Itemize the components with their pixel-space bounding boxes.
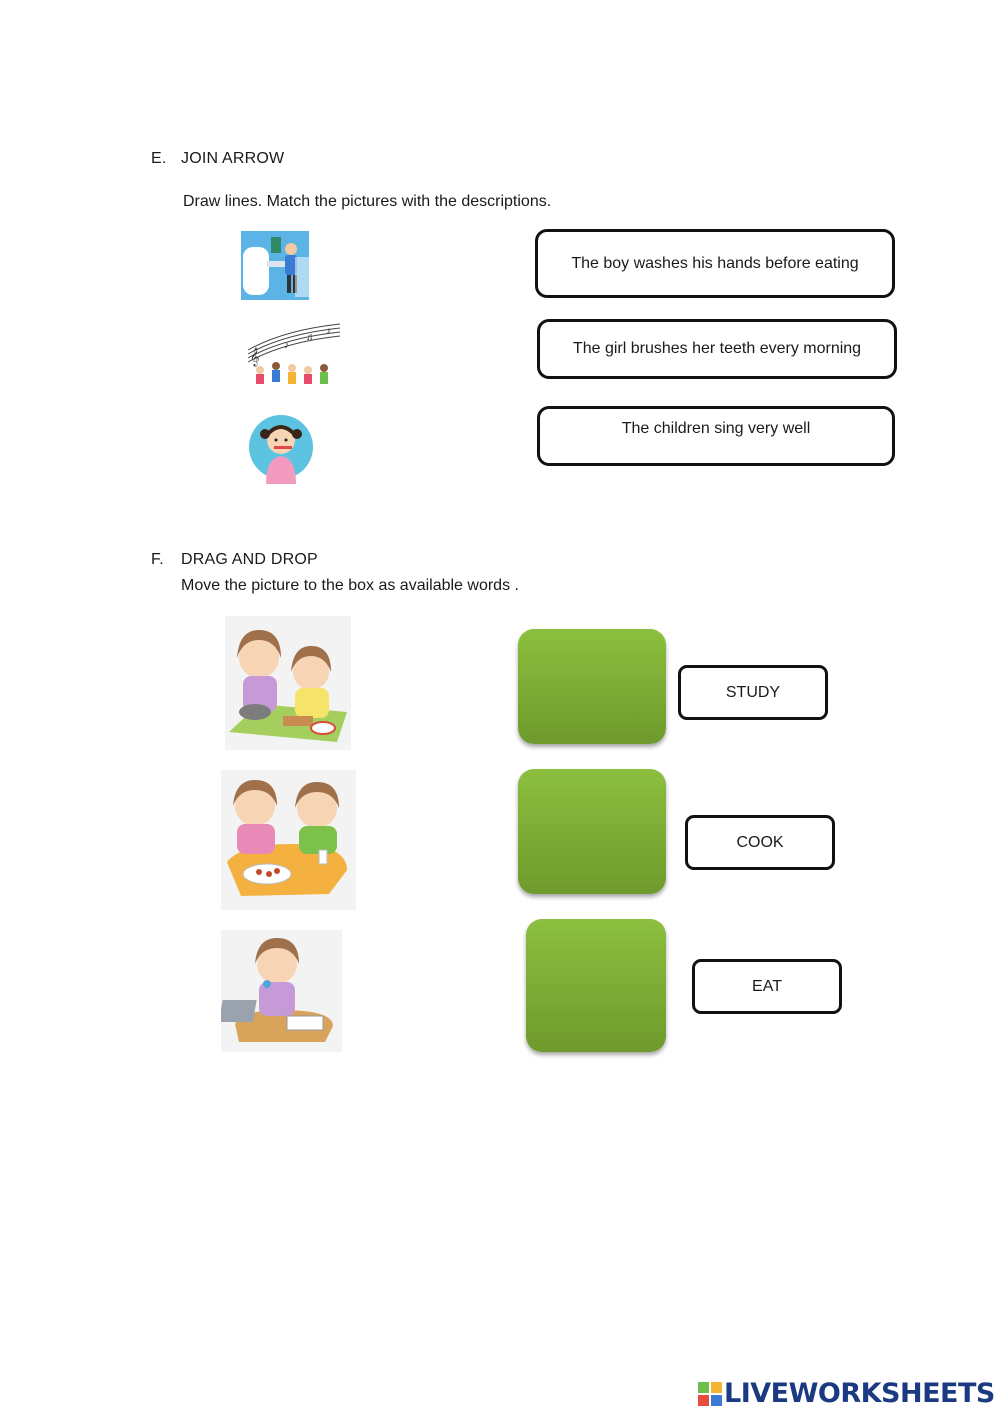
svg-text:♫: ♫ xyxy=(306,332,314,343)
word-label: COOK xyxy=(736,833,784,851)
word-box-eat xyxy=(692,959,842,1014)
drop-box-3[interactable] xyxy=(526,919,666,1052)
section-f-title: DRAG AND DROP xyxy=(181,551,318,568)
description-box-toothbrushing[interactable] xyxy=(537,319,897,379)
description-text: The girl brushes her teeth every morning xyxy=(572,340,862,357)
toothbrushing-girl-picture xyxy=(244,410,318,484)
word-label: EAT xyxy=(752,977,782,995)
description-text: The children sing very well xyxy=(621,420,811,437)
description-box-singing[interactable] xyxy=(537,406,895,466)
liveworksheets-brand xyxy=(698,1378,995,1409)
svg-text:♪: ♪ xyxy=(326,326,331,337)
section-f-instruction: Move the picture to the box as available words . xyxy=(181,577,519,594)
brand-name: LIVEWORKSHEETS xyxy=(724,1378,995,1409)
handwashing-boy-picture xyxy=(241,231,309,300)
drop-box-2[interactable] xyxy=(518,769,666,894)
word-box-cook xyxy=(685,815,835,870)
description-box-handwashing[interactable] xyxy=(535,229,895,298)
liveworksheets-logo-icon xyxy=(698,1382,722,1406)
eating-picture[interactable] xyxy=(221,770,356,910)
section-e-title: JOIN ARROW xyxy=(181,150,285,167)
section-e-heading xyxy=(151,150,284,168)
cooking-picture[interactable] xyxy=(225,616,351,750)
svg-text:♪: ♪ xyxy=(284,340,289,351)
studying-picture[interactable] xyxy=(221,930,342,1052)
description-text: The boy washes his hands before eating xyxy=(571,255,859,272)
svg-text:𝄞: 𝄞 xyxy=(250,347,260,366)
section-e-instruction: Draw lines. Match the pictures with the descriptions. xyxy=(183,193,552,210)
singing-children-picture xyxy=(244,320,342,390)
section-f-heading xyxy=(151,551,318,569)
section-e-letter: E. xyxy=(151,150,167,167)
word-label: STUDY xyxy=(725,683,781,701)
word-box-study xyxy=(678,665,828,720)
section-f-letter: F. xyxy=(151,551,164,568)
drop-box-1[interactable] xyxy=(518,629,666,744)
